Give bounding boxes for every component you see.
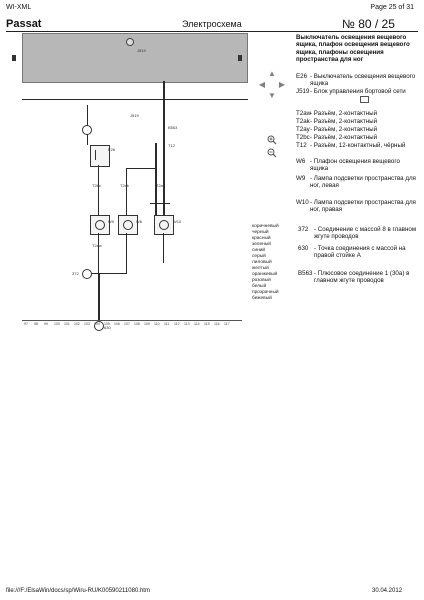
diagram-number: № 80 / 25 [342, 17, 395, 31]
pan-control [256, 68, 288, 100]
legend-code: W9 [296, 175, 306, 182]
ground-point-icon [82, 269, 92, 279]
scale-number: 98 [34, 322, 38, 326]
diagram-label: T12 [168, 143, 175, 148]
top-rail [22, 99, 248, 100]
junction-icon [82, 125, 92, 135]
legend-desc: - Блок управления бортовой сети [310, 88, 406, 95]
pan-left-icon[interactable]: ◀ [258, 79, 266, 89]
scale-number: 114 [194, 322, 200, 326]
scale-number: 100 [54, 322, 60, 326]
scale-number: 108 [134, 322, 140, 326]
color-key-line: розовый [252, 278, 271, 283]
lamp-w6 [118, 215, 138, 235]
scale-number: 112 [174, 322, 180, 326]
lamp-icon [95, 220, 105, 230]
diagram-label: E26 [108, 147, 116, 152]
legend-code: 372 [298, 226, 309, 233]
ground-bus [87, 273, 127, 274]
legend-code: W10 [296, 199, 309, 206]
zoom-out-icon[interactable] [262, 143, 282, 163]
legend-code: E26 [296, 73, 308, 80]
pan-right-icon[interactable]: ▶ [278, 79, 286, 89]
legend-desc: - Разъём, 2-контактный [310, 118, 378, 125]
legend-heading: Выключатель освещения вещевого ящика, плафон освещения вещевого ящика, плафоны освещения пространства для ног [296, 34, 410, 63]
ground-wire-w6 [126, 233, 127, 273]
color-key [252, 224, 296, 302]
scale-number: 103 [84, 322, 90, 326]
panel-symbol-icon [126, 38, 134, 46]
lamp-icon [123, 220, 133, 230]
scale-number: 105 [104, 322, 110, 326]
legend-code: 630 [298, 245, 309, 252]
diagram-label: W9 [108, 219, 114, 224]
legend-desc: - Разъём, 12-контактный, чёрный [310, 142, 406, 149]
diagram-label: B563 [168, 125, 178, 130]
legend-desc: - Разъём, 2-контактный [310, 110, 378, 117]
legend-code: T2bc [296, 134, 310, 141]
legend-code: B563 [298, 270, 313, 277]
scale-number: 111 [164, 322, 170, 326]
color-key-line: бежевый [252, 296, 272, 301]
legend-desc: - Выключатель освещения вещевого ящика [310, 73, 416, 88]
lamp-w10 [154, 215, 174, 235]
control-unit-panel [22, 33, 248, 83]
ground-wire-w10 [163, 233, 164, 263]
diagram-label: T2ak [120, 183, 129, 188]
legend-code: T12 [296, 142, 307, 149]
section-title: Электросхема [182, 19, 242, 29]
legend-panel [296, 34, 418, 63]
legend-code: T2ak [296, 118, 310, 125]
lamp-icon [159, 220, 169, 230]
color-key-line: желтый [252, 266, 269, 271]
switch-e26 [90, 145, 110, 167]
color-key-line: лиловый [252, 260, 272, 265]
scale-number: 109 [144, 322, 150, 326]
legend-code: W6 [296, 158, 306, 165]
color-key-line: зеленый [252, 242, 271, 247]
panel-label: J519 [137, 48, 146, 53]
color-key-line: серый [252, 254, 266, 259]
diagram-label: T2bc [92, 183, 101, 188]
legend-desc: - Лампа подсветки пространства для ног, правая [310, 199, 416, 214]
diagram-label: T2aw [92, 243, 102, 248]
ground-trunk [98, 273, 100, 321]
scale-number: 101 [64, 322, 70, 326]
scale-number: 113 [184, 322, 190, 326]
left-marker [12, 55, 16, 61]
wiring-diagram [8, 33, 248, 333]
legend-desc: - Плюсовое соединение 1 (30a) в главном жгуте проводов [314, 270, 410, 285]
app-name: WI-XML [6, 4, 32, 11]
diagram-label: W10 [173, 219, 182, 224]
legend-code: J519 [296, 88, 310, 95]
scale-number: 104 [94, 322, 100, 326]
lamp-w9 [90, 215, 110, 235]
color-key-line: белый [252, 284, 267, 289]
legend-desc: - Лампа подсветки пространства для ног, левая [310, 175, 416, 190]
color-key-line: красный [252, 236, 271, 241]
scale-number: 106 [114, 322, 120, 326]
pan-up-icon[interactable]: ▲ [268, 68, 276, 78]
color-key-line: оранжевый [252, 272, 278, 277]
legend-desc: - Соединение с массой 8 в главном жгуте проводов [314, 226, 417, 241]
cross-wire [126, 168, 156, 169]
legend-desc: - Разъём, 2-контактный [310, 134, 378, 141]
pan-down-icon[interactable]: ▼ [268, 90, 276, 100]
diagram-label: J519 [130, 113, 139, 118]
diagram-label: 630 [104, 325, 111, 330]
branch-wire [150, 203, 170, 204]
legend-code: T2ay [296, 126, 310, 133]
diagram-label: W6 [136, 219, 142, 224]
right-marker [238, 55, 242, 61]
legend-desc: - Разъём, 2-контактный [310, 126, 378, 133]
file-path: file:///F:/ElsaWin/docs/sp/Wiru-RU/K00590211080.htm [6, 588, 150, 594]
e26-wire [98, 165, 99, 215]
w-feed-right2 [163, 143, 165, 215]
scale-number: 117 [224, 322, 230, 326]
legend-desc: - Плафон освещения вещевого ящика [310, 158, 400, 173]
diagram-label: 372 [72, 271, 79, 276]
page-info: Page 25 of 31 [370, 4, 414, 11]
color-key-line: синий [252, 248, 266, 253]
ground-wire-w9 [98, 233, 99, 273]
scale-number: 107 [124, 322, 130, 326]
color-key-line: коричневый [252, 224, 279, 229]
title-divider [6, 31, 418, 32]
w-feed-right [155, 143, 157, 215]
w6-feed [126, 168, 127, 216]
switch-icon [95, 150, 104, 160]
scale-number: 99 [44, 322, 48, 326]
diagram-label: T2ay [156, 183, 165, 188]
color-key-line: черный [252, 230, 269, 235]
camera-icon[interactable] [360, 96, 369, 103]
color-key-line: прозрачный [252, 290, 279, 295]
scale-number: 102 [74, 322, 80, 326]
feed-wire [163, 81, 165, 143]
scale-number: 97 [24, 322, 28, 326]
scale-number: 116 [214, 322, 220, 326]
brand-title: Passat [6, 18, 42, 30]
legend-desc: - Точка соединения с массой на правой стойке A [314, 245, 406, 260]
legend-code: T2aw [296, 110, 312, 117]
scale-number: 115 [204, 322, 210, 326]
print-date: 30.04.2012 [372, 588, 403, 594]
scale-number: 110 [154, 322, 160, 326]
